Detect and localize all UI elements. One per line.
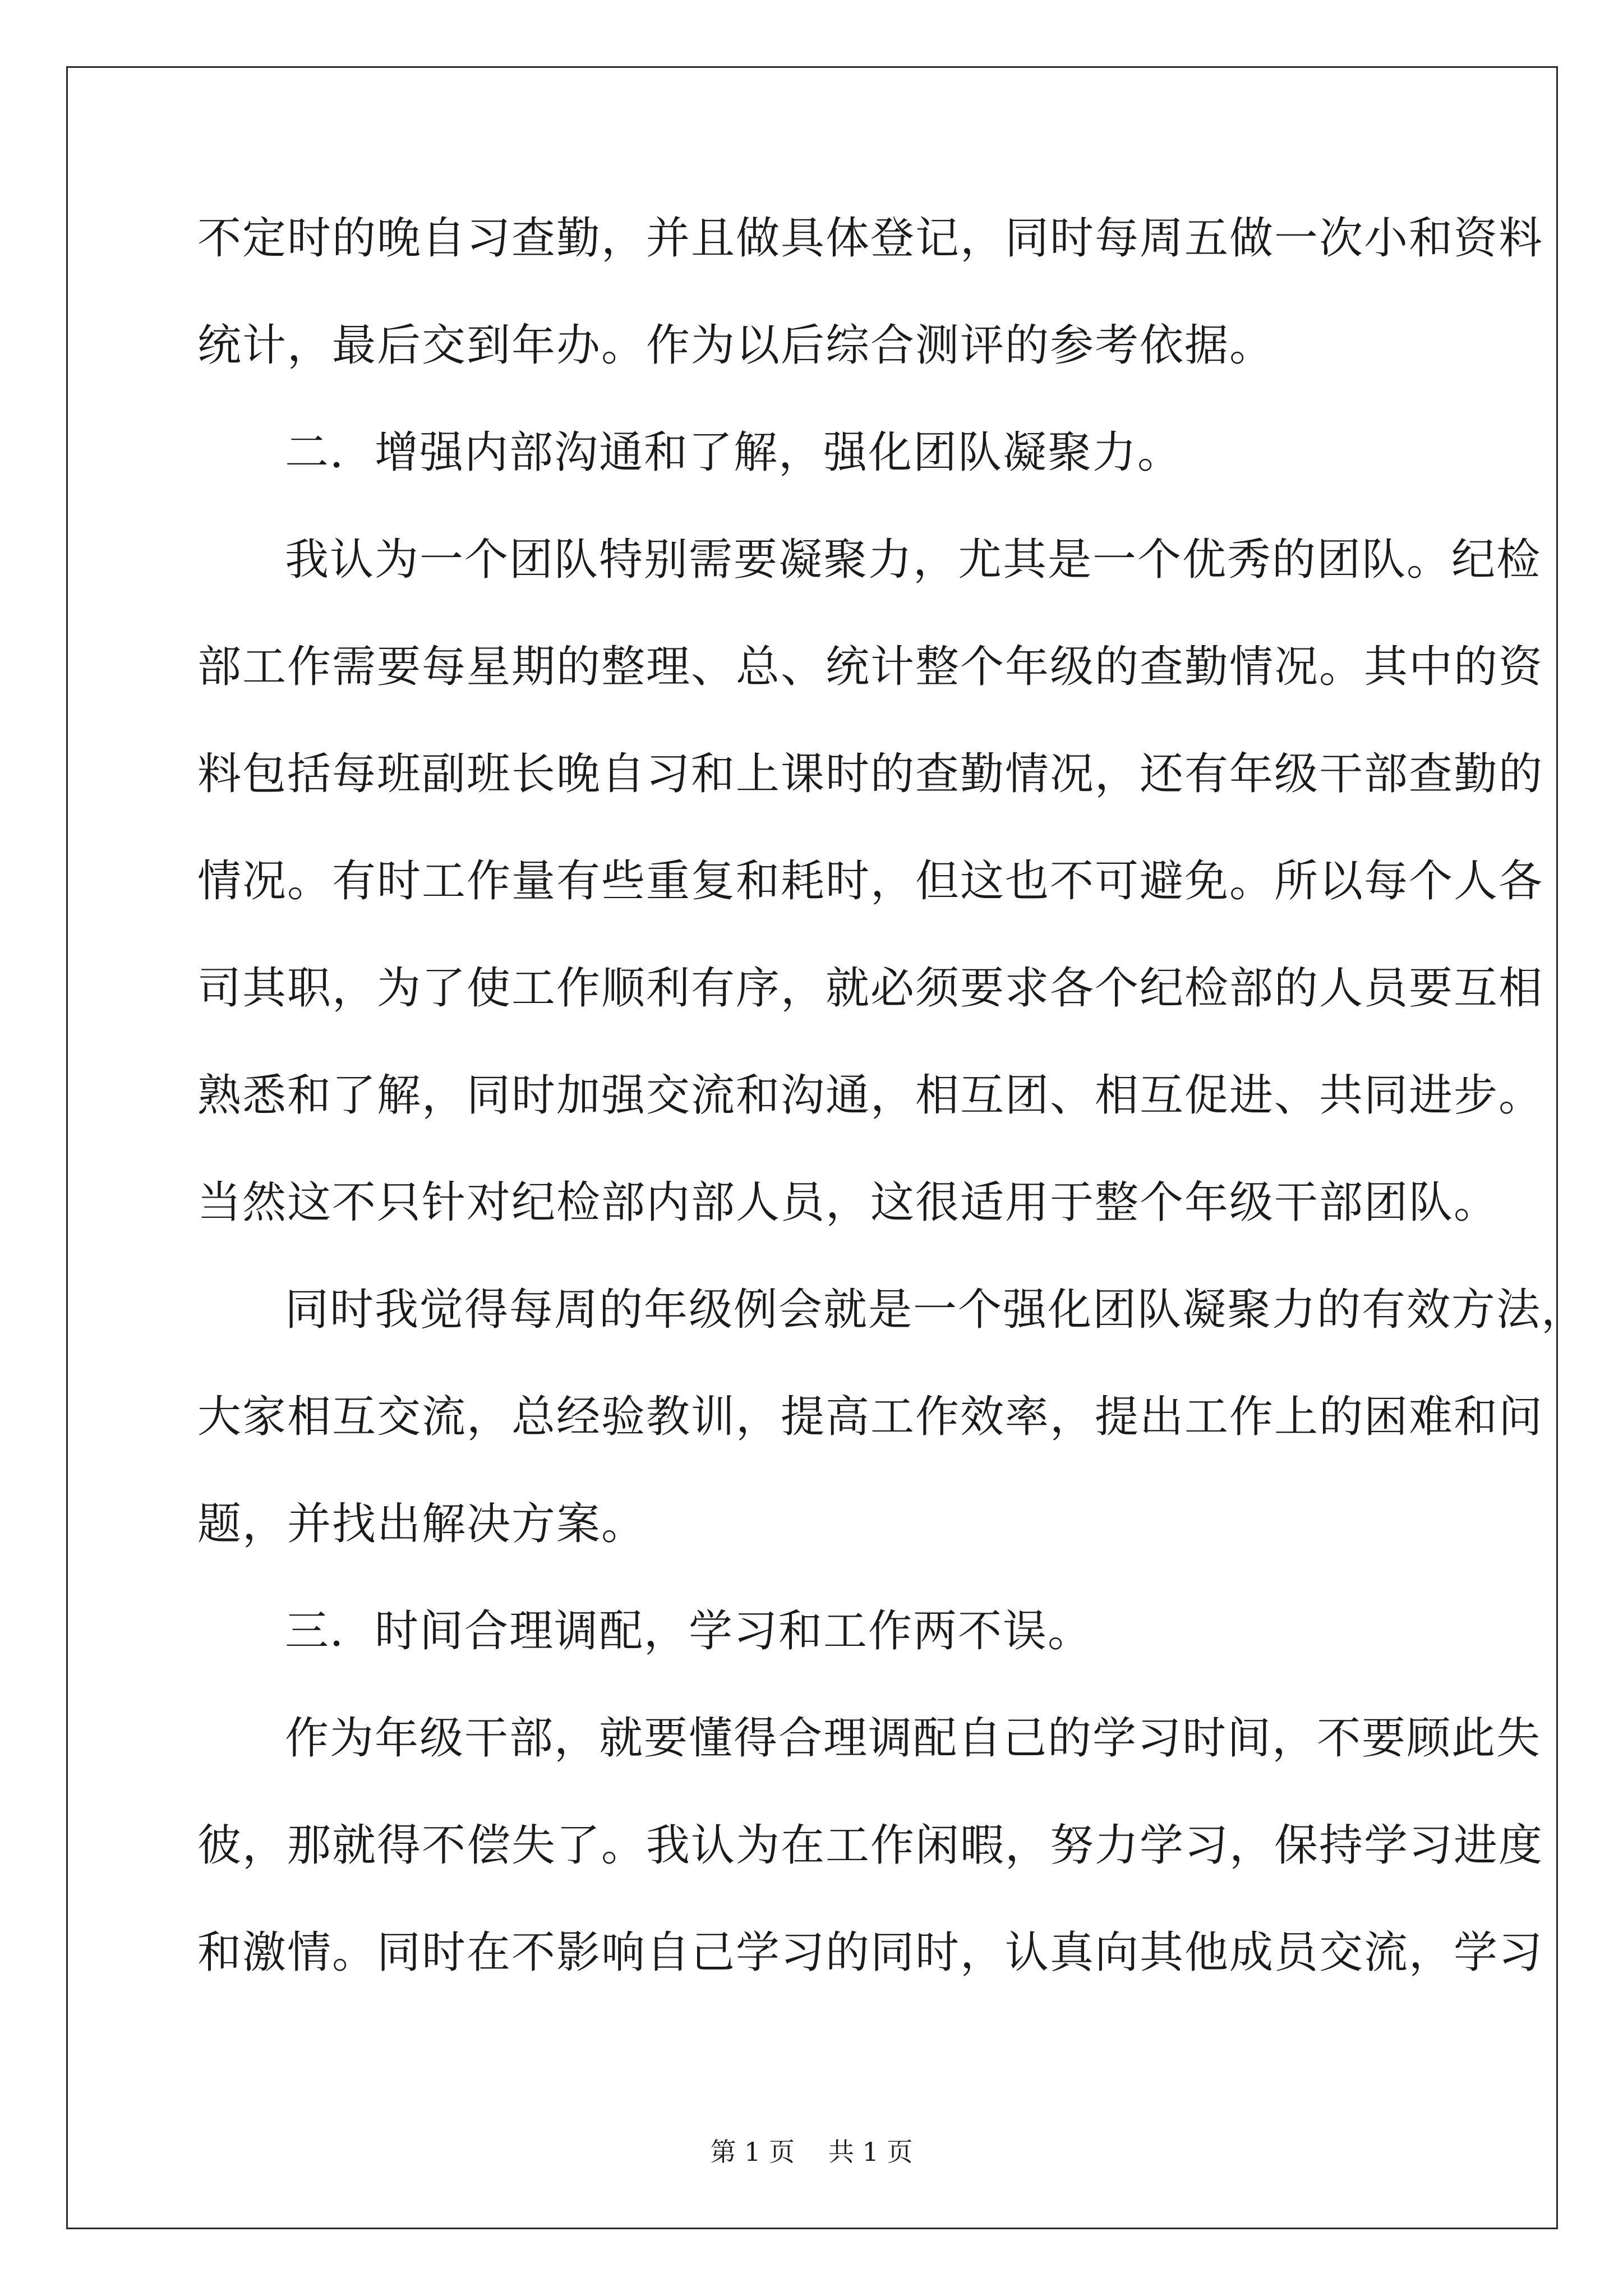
text-line: 部工作需要每星期的整理、总、统计整个年级的查勤情况。其中的资 [197, 642, 1544, 692]
text-line: 同时我觉得每周的年级例会就是一个强化团队凝聚力的有效方法， [285, 1285, 1587, 1335]
text-line: 熟悉和了解，同时加强交流和沟通，相互团、相互促进、共同进步。 [197, 1070, 1544, 1121]
text-line: 大家相互交流，总经验教训，提高工作效率，提出工作上的困难和问 [197, 1392, 1544, 1442]
text-line: 统计，最后交到年办。作为以后综合测评的参考依据。 [197, 320, 1275, 371]
text-line: 题，并找出解决方案。 [197, 1499, 647, 1549]
page-number: 第 1 页 [710, 2137, 795, 2167]
section-heading: 二．增强内部沟通和了解，强化团队凝聚力。 [285, 427, 1183, 478]
text-line: 彼，那就得不偿失了。我认为在工作闲暇，努力学习，保持学习进度 [197, 1820, 1544, 1871]
page-total: 共 1 页 [828, 2137, 913, 2167]
page-footer [0, 2132, 1623, 2169]
text-line: 料包括每班副班长晚自习和上课时的查勤情况，还有年级干部查勤的 [197, 749, 1544, 799]
text-line: 不定时的晚自习查勤，并且做具体登记，同时每周五做一次小和资料 [197, 213, 1544, 264]
text-line: 司其职，为了使工作顺利有序，就必须要求各个纪检部的人员要互相 [197, 963, 1544, 1014]
text-line: 当然这不只针对纪检部内部人员，这很适用于整个年级干部团队。 [197, 1177, 1499, 1228]
document-body [197, 208, 1587, 2029]
text-line: 作为年级干部，就要懂得合理调配自己的学习时间，不要顾此失 [285, 1713, 1542, 1764]
text-line: 情况。有时工作量有些重复和耗时，但这也不可避免。所以每个人各 [197, 856, 1544, 907]
section-heading: 三．时间合理调配，学习和工作两不误。 [285, 1606, 1093, 1657]
text-line: 我认为一个团队特别需要凝聚力，尤其是一个优秀的团队。纪检 [285, 535, 1542, 585]
text-line: 和激情。同时在不影响自己学习的同时，认真向其他成员交流，学习 [197, 1927, 1544, 1978]
